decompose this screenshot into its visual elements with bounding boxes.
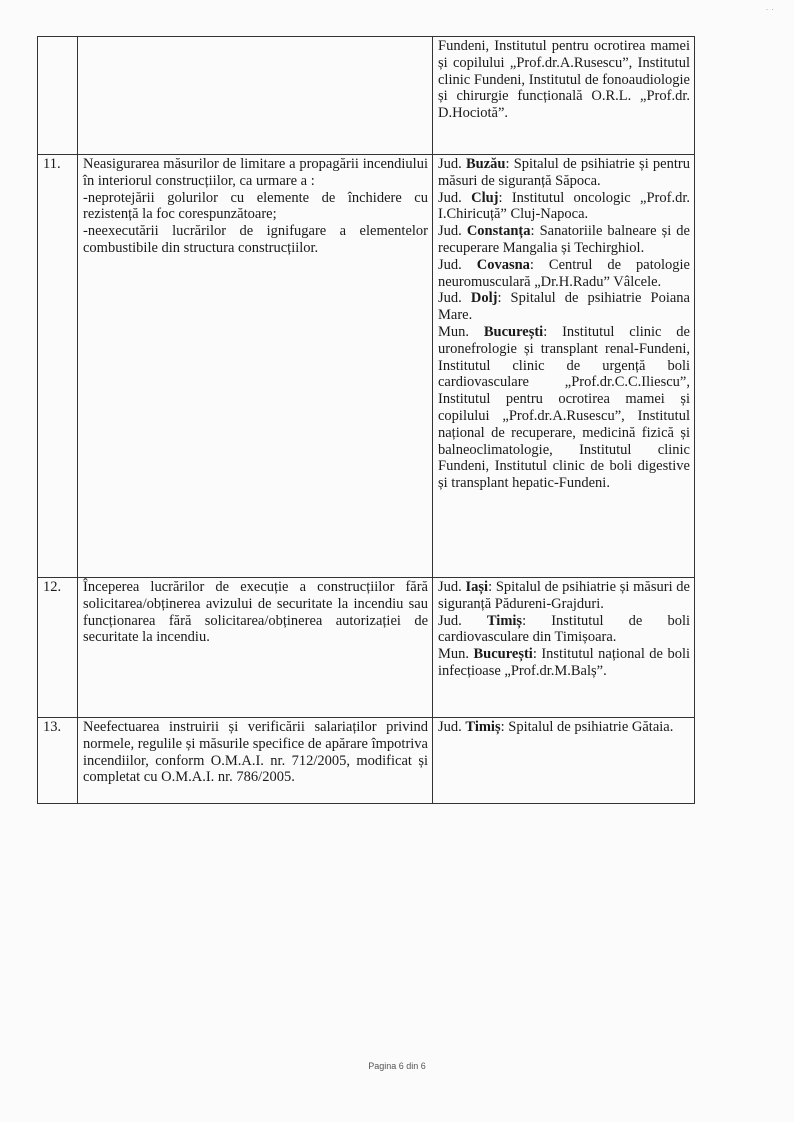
location-text: Jud.	[438, 256, 477, 273]
location-paragraph	[438, 223, 690, 257]
location-text: : Spitalul de psihiatrie și pentru măsuri de siguranță Săpoca.	[438, 156, 690, 189]
description-paragraph: -neprotejării golurilor cu elemente de închidere cu rezistență la foc corespunzătoare;	[83, 189, 428, 223]
location-text: Jud.	[438, 223, 467, 240]
row-locations	[433, 718, 695, 804]
location-text: Mun.	[438, 646, 474, 663]
location-paragraph	[438, 613, 690, 647]
county-name: București	[473, 646, 533, 663]
location-paragraph	[438, 579, 690, 613]
location-paragraph	[438, 156, 690, 190]
location-text: : Spitalul de psihiatrie Gătaia.	[500, 719, 674, 735]
county-name: Cluj	[471, 189, 499, 206]
location-paragraph	[438, 324, 690, 492]
row-locations	[433, 578, 695, 718]
page-number: Pagina 6 din 6	[368, 1061, 426, 1071]
location-text: Jud.	[438, 612, 487, 629]
scan-mark: · ·	[765, 4, 774, 14]
row-number: 12.	[38, 578, 78, 718]
location-text: : Centrul de patologie neuromusculară „Dr.H.Radu” Vâlcele.	[438, 256, 690, 290]
row-number: 13.	[38, 718, 78, 804]
location-paragraph	[438, 719, 690, 736]
location-paragraph	[438, 190, 690, 224]
county-name: Dolj	[470, 290, 498, 307]
measures-table	[37, 36, 695, 804]
table-row	[38, 578, 695, 718]
location-text: Jud.	[438, 156, 466, 172]
row-description	[78, 578, 433, 718]
location-text: Jud.	[438, 189, 472, 206]
county-name: Covasna	[476, 256, 530, 273]
table-row	[38, 155, 695, 578]
location-text: : Sanatoriile balneare și de recuperare Mangalia și Techirghiol.	[438, 223, 690, 256]
county-name: Timiș	[486, 612, 523, 629]
row-description	[78, 718, 433, 804]
description-paragraph: Începerea lucrărilor de execuție a construcțiilor fără solicitarea/obținerea avizului de securitate la incendiu sau funcționarea fără solicitarea/obținerea autorizației de securitate la incendiu.	[83, 579, 428, 646]
description-paragraph: -neexecutării lucrărilor de ignifugare a elementelor combustibile din structura construcțiilor.	[83, 223, 428, 256]
row-description	[78, 37, 433, 155]
location-text: : Institutul oncologic „Prof.dr. I.Chiricuță” Cluj-Napoca.	[438, 189, 690, 223]
location-text: Jud.	[438, 579, 466, 595]
location-paragraph	[438, 646, 690, 680]
location-text: Fundeni, Institutul pentru ocrotirea mamei și copilului „Prof.dr.A.Rusescu”, Institutul clinic Fundeni, Institutul de fonoaudiologie și chirurgie funcțională O.R.L. „Prof.dr. D.Hociotă”.	[438, 38, 690, 122]
description-paragraph: Neasigurarea măsurilor de limitare a propagării incendiului în interiorul construcțiilor, ca urmare a :	[83, 156, 428, 189]
row-number: 11.	[38, 155, 78, 578]
location-text: Jud.	[438, 719, 466, 735]
location-text: : Spitalul de psihiatrie Poiana Mare.	[438, 290, 690, 324]
table-row	[38, 37, 695, 155]
county-name: Buzău	[465, 156, 506, 172]
location-text: Mun.	[438, 323, 484, 340]
row-locations	[433, 155, 695, 578]
county-name: București	[483, 323, 544, 340]
county-name: Iași	[465, 579, 489, 595]
table-body	[38, 37, 695, 804]
location-paragraph	[438, 290, 690, 324]
location-text: : Spitalul de psihiatrie și măsuri de siguranță Pădureni-Grajduri.	[438, 579, 690, 612]
row-description	[78, 155, 433, 578]
county-name: Constanța	[466, 223, 531, 240]
description-paragraph: Neefectuarea instruirii și verificării salariaților privind normele, regulile și măsurile specifice de apărare împotriva incendiilor, conform O.M.A.I. nr. 712/2005, modificat și completat cu O.M.A.I. nr. 786/2005.	[83, 719, 428, 786]
location-text: : Institutul de boli cardiovasculare din Timișoara.	[438, 612, 690, 646]
row-locations	[433, 37, 695, 155]
location-text: : Institutul național de boli infecțioase „Prof.dr.M.Balș”.	[438, 646, 690, 679]
location-text: : Institutul clinic de uronefrologie și transplant renal-Fundeni, Institutul clinic de urgență boli cardiovasculare „Prof.dr.C.C.Iliescu”, Institutul pentru ocrotirea mamei și copilului „Prof.dr.A.Rusescu”, Institutul național de recuperare, medicină fizică și balneoclimatologie, Institutul clinic Fundeni, Institutul clinic de boli digestive și transplant hepatic-Fundeni.	[438, 323, 690, 492]
table-row	[38, 718, 695, 804]
row-number	[38, 37, 78, 155]
location-paragraph	[438, 38, 690, 122]
location-text: Jud.	[438, 290, 471, 307]
county-name: Timiș	[465, 719, 501, 735]
location-paragraph	[438, 257, 690, 291]
